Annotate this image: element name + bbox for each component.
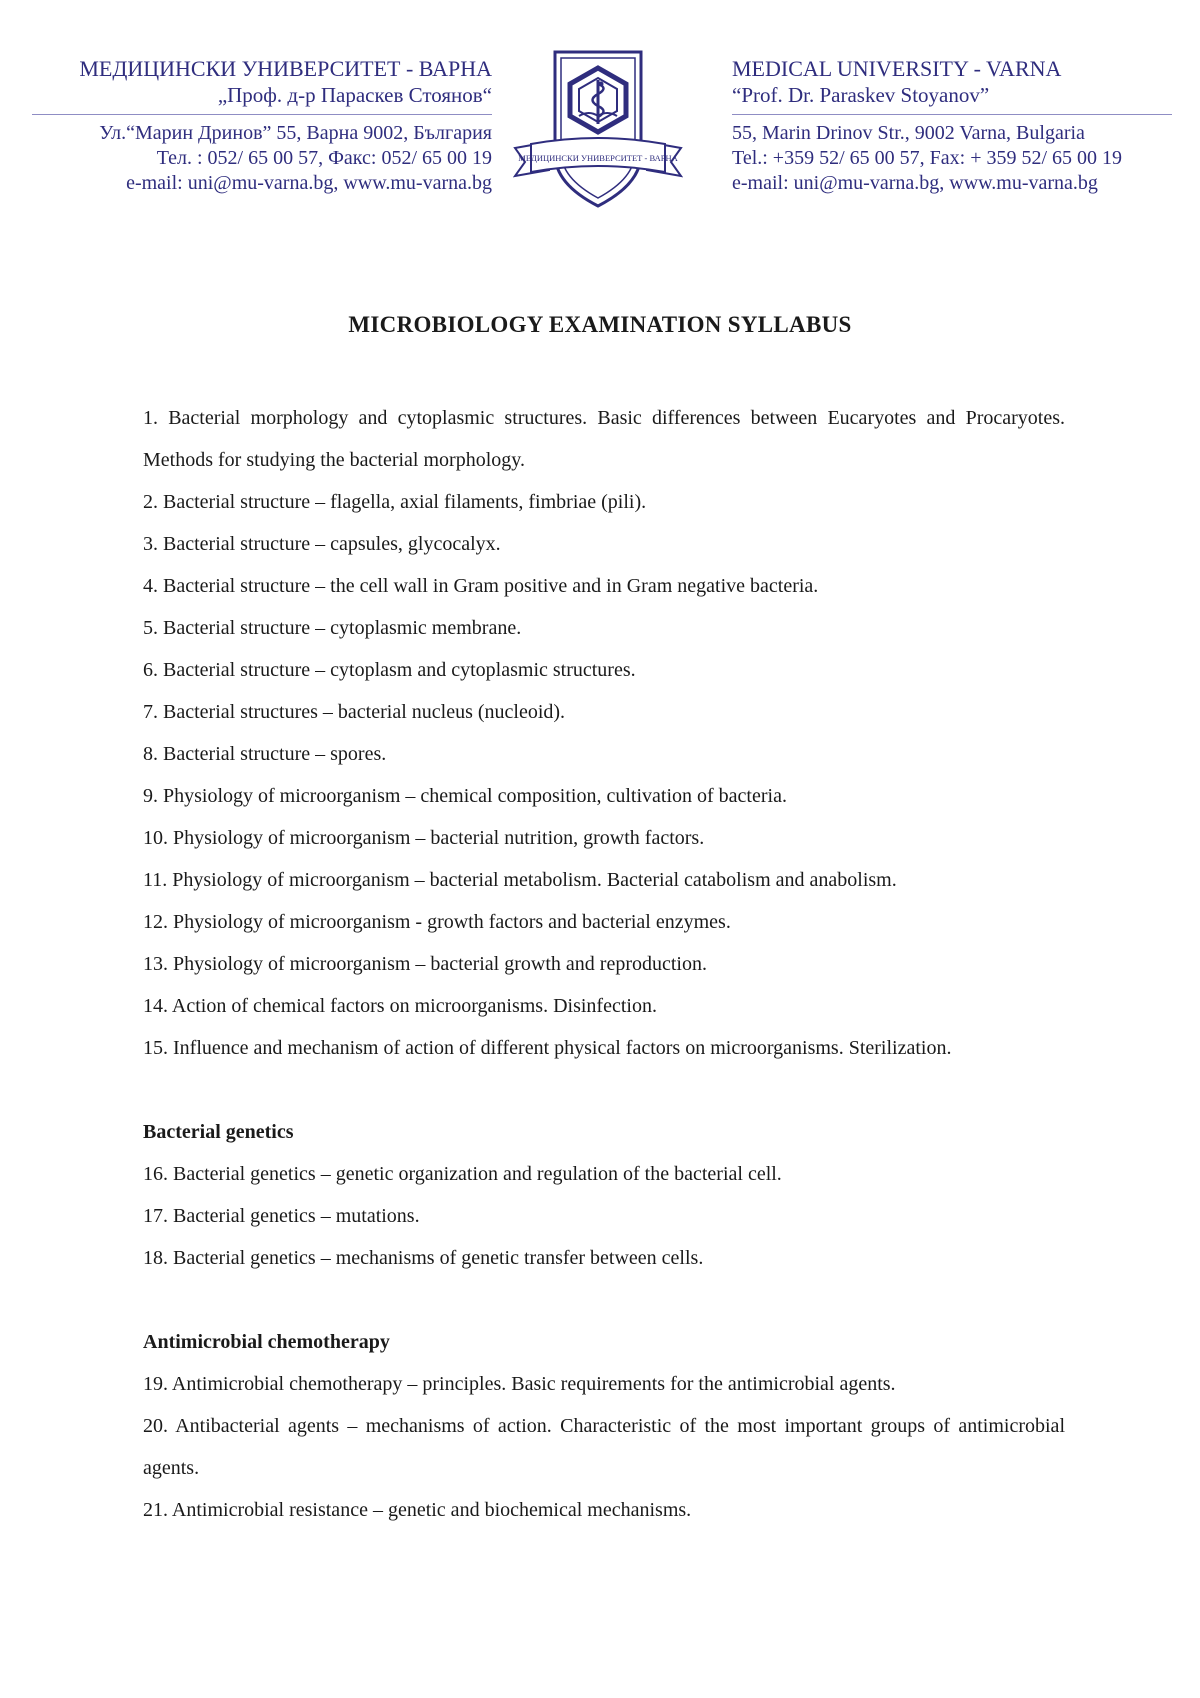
university-crest-logo	[513, 44, 683, 214]
syllabus-item: 5. Bacterial structure – cytoplasmic membrane.	[143, 617, 522, 639]
email-web-bg: e-mail: uni@mu-varna.bg, www.mu-varna.bg	[126, 172, 492, 194]
syllabus-item: 13. Physiology of microorganism – bacterial growth and reproduction.	[143, 953, 707, 975]
university-subtitle-bg: „Проф. д-р Параскев Стоянов“	[217, 83, 492, 107]
syllabus-item: 19. Antimicrobial chemotherapy – principles. Basic requirements for the antimicrobial agents.	[143, 1373, 896, 1395]
address-en: 55, Marin Drinov Str., 9002 Varna, Bulgaria	[732, 122, 1085, 144]
university-name-bg: МЕДИЦИНСКИ УНИВЕРСИТЕТ - ВАРНА	[79, 56, 492, 81]
syllabus-item: 14. Action of chemical factors on microorganisms. Disinfection.	[143, 995, 657, 1017]
syllabus-item: 2. Bacterial structure – flagella, axial filaments, fimbriae (pili).	[143, 491, 647, 513]
letterhead-divider-left	[32, 114, 492, 115]
syllabus-item: 15. Influence and mechanism of action of different physical factors on microorganisms. Sterilization.	[143, 1037, 952, 1059]
phone-fax-bg: Тел. : 052/ 65 00 57, Факс: 052/ 65 00 19	[156, 147, 492, 169]
section-heading-chemotherapy: Antimicrobial chemotherapy	[143, 1331, 390, 1353]
syllabus-item: 12. Physiology of microorganism - growth factors and bacterial enzymes.	[143, 911, 731, 933]
syllabus-item: 8. Bacterial structure – spores.	[143, 743, 387, 765]
section-heading-genetics: Bacterial genetics	[143, 1121, 294, 1143]
address-bg: Ул.“Марин Дринов” 55, Варна 9002, България	[99, 122, 492, 144]
university-subtitle-en: “Prof. Dr. Paraskev Stoyanov”	[732, 83, 990, 107]
syllabus-item: 6. Bacterial structure – cytoplasm and cytoplasmic structures.	[143, 659, 636, 681]
syllabus-item: 4. Bacterial structure – the cell wall in Gram positive and in Gram negative bacteria.	[143, 575, 819, 597]
syllabus-item: 18. Bacterial genetics – mechanisms of genetic transfer between cells.	[143, 1247, 704, 1269]
university-name-en: MEDICAL UNIVERSITY - VARNA	[732, 56, 1062, 81]
syllabus-item: 7. Bacterial structures – bacterial nucleus (nucleoid).	[143, 701, 566, 723]
phone-fax-en: Tel.: +359 52/ 65 00 57, Fax: + 359 52/ 65 00 19	[732, 147, 1123, 169]
syllabus-item: 9. Physiology of microorganism – chemical composition, cultivation of bacteria.	[143, 785, 787, 807]
letterhead	[0, 44, 1200, 224]
syllabus-item: 1. Bacterial morphology and cytoplasmic structures. Basic differences between Eucaryotes and Procaryotes. Methods for studying the bacterial morphology.	[143, 407, 1065, 471]
letterhead-bulgarian	[32, 56, 492, 196]
letterhead-divider-right	[732, 114, 1172, 115]
letterhead-english	[732, 56, 1172, 196]
crest-banner-text: МЕДИЦИНСКИ УНИВЕРСИТЕТ - ВАРНА	[518, 153, 678, 163]
syllabus-item: 21. Antimicrobial resistance – genetic and biochemical mechanisms.	[143, 1499, 692, 1521]
syllabus-item: 17. Bacterial genetics – mutations.	[143, 1205, 420, 1227]
email-web-en: e-mail: uni@mu-varna.bg, www.mu-varna.bg	[732, 172, 1098, 194]
syllabus-item: 16. Bacterial genetics – genetic organization and regulation of the bacterial cell.	[143, 1163, 782, 1185]
syllabus-body	[143, 397, 1065, 1531]
syllabus-item: 11. Physiology of microorganism – bacterial metabolism. Bacterial catabolism and anabolism.	[143, 869, 897, 891]
document-title: MICROBIOLOGY EXAMINATION SYLLABUS	[348, 312, 852, 337]
syllabus-item: 3. Bacterial structure – capsules, glycocalyx.	[143, 533, 501, 555]
syllabus-item: 10. Physiology of microorganism – bacterial nutrition, growth factors.	[143, 827, 705, 849]
syllabus-item: 20. Antibacterial agents – mechanisms of action. Characteristic of the most important groups of antimicrobial agents.	[143, 1415, 1065, 1479]
